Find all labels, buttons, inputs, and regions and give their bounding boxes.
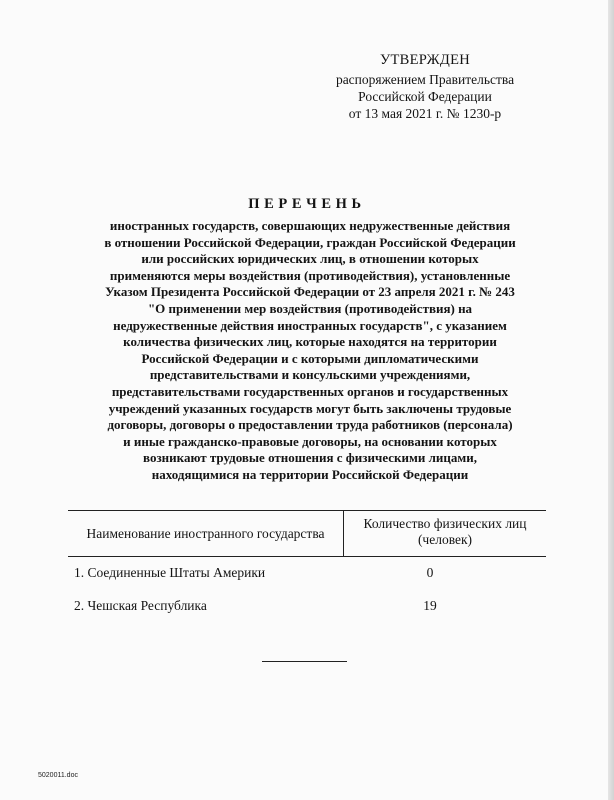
document-subtitle [70,218,550,484]
subtitle-line: "О применении мер воздействия (противодействия) на [147,300,473,316]
subtitle-line: количества физических лиц, которые находятся на территории [123,334,497,350]
countries-table [68,510,546,613]
subtitle-line: договоры, договоры о предоставлении труда работников (персонала) [107,417,513,433]
subtitle-line: представительствами государственных органов и государственных [111,383,509,399]
page-edge-shadow [608,0,614,800]
person-count: 0 [426,565,434,580]
table-row [68,565,546,583]
subtitle-line: применяются меры воздействия (противодействия), установленные [109,267,511,283]
table-header [68,510,546,557]
approval-line-2: Российской Федерации [358,89,492,104]
end-divider [262,661,347,662]
country-name: 1. Соединенные Штаты Америки [74,565,266,580]
subtitle-line: учреждений указанных государств могут быть заключены трудовые [108,400,512,416]
country-name: 2. Чешская Республика [74,598,207,613]
subtitle-line: находящимися на территории Российской Федерации [151,466,469,482]
subtitle-line: Российской Федерации и с которыми дипломатическими [141,350,479,366]
subtitle-line: недружественные действия иностранных государств", с указанием [113,317,507,333]
header-count-line-2: (человек) [417,532,473,547]
header-country-name: Наименование иностранного государства [68,511,344,556]
approval-block [330,52,520,122]
approved-label: УТВЕРЖДЕН [379,52,471,68]
table-row [68,598,546,616]
subtitle-line: иностранных государств, совершающих недружественные действия [109,218,511,233]
subtitle-line: представительствами и консульскими учреждениями, [149,367,471,383]
person-count: 19 [423,598,437,613]
subtitle-line: Указом Президента Российской Федерации от 23 апреля 2021 г. № 243 [105,284,515,300]
subtitle-line: и иные гражданско-правовые договоры, на основании которых [123,433,497,449]
header-count-line-1: Количество физических лиц [363,516,527,531]
subtitle-line: или российских юридических лиц, в отношении которых [141,251,479,267]
approval-line-3: от 13 мая 2021 г. № 1230-р [348,106,502,121]
approval-line-1: распоряжением Правительства [335,72,515,87]
file-name-footer: 5020011.doc [38,772,78,779]
subtitle-line: в отношении Российской Федерации, граждан Российской Федерации [104,234,516,250]
header-person-count [344,511,546,556]
subtitle-line: возникают трудовые отношения с физическими лицами, [143,450,477,466]
document-title: ПЕРЕЧЕНЬ [248,196,366,212]
